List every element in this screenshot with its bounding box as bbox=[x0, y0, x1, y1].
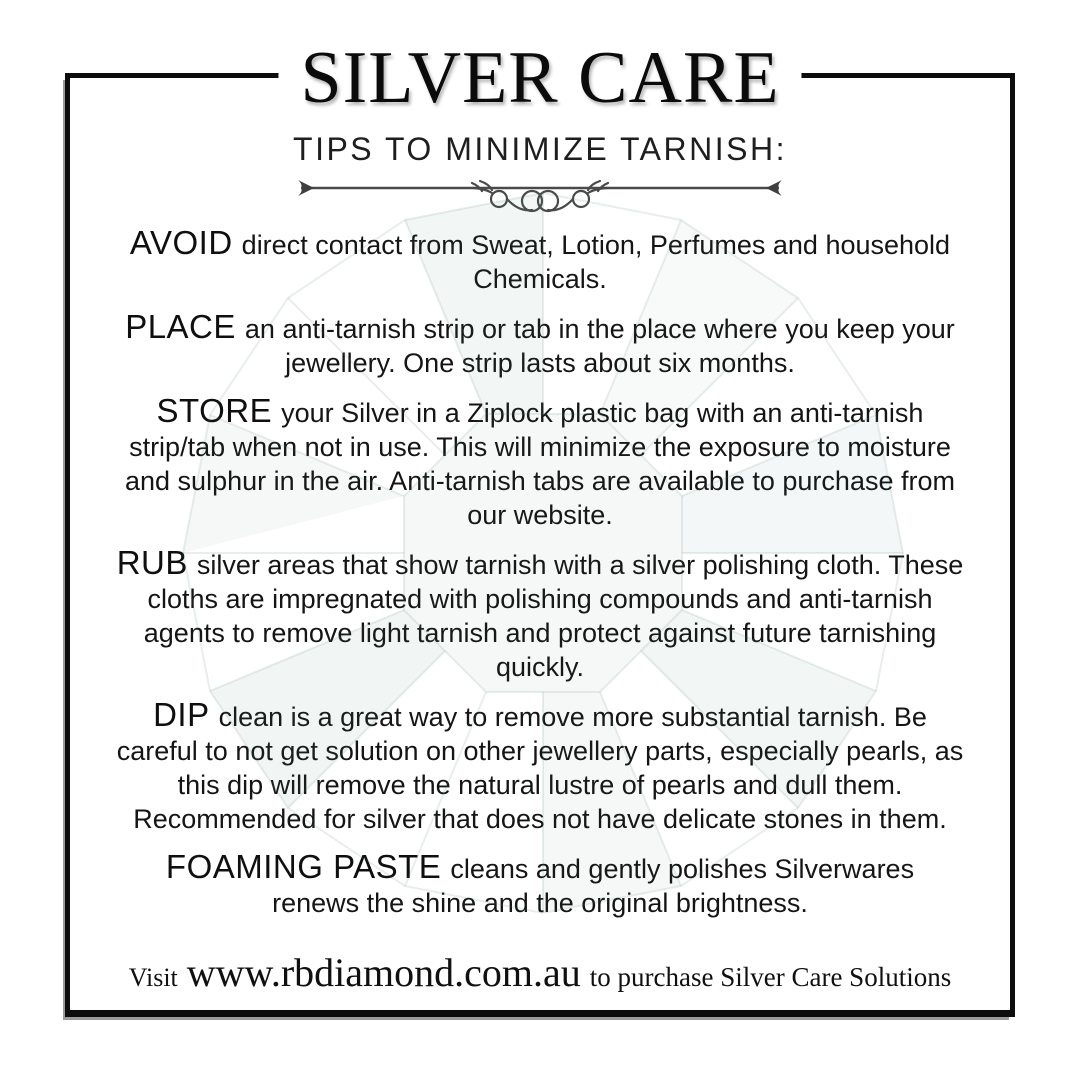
tip-text: silver areas that show tarnish with a silver polishing cloth. These cloths are impregnated with polishing compounds and anti-tarnish agents to remove light tarnish and protect against future tarnishing quickly. bbox=[143, 550, 964, 682]
tip-keyword: PLACE bbox=[125, 308, 236, 345]
tip-text: clean is a great way to remove more substantial tarnish. Be careful to not get solution on other jewellery parts, especially pearls, as this dip will remove the natural lustre of pearls and dull them. Recommended for silver that does not have delicate stones in them. bbox=[116, 702, 964, 834]
footer-url: www.rbdiamond.com.au bbox=[186, 950, 581, 995]
framed-card bbox=[65, 37, 1015, 1017]
tip-dip bbox=[109, 698, 971, 836]
page-subtitle: TIPS TO MINIMIZE TARNISH: bbox=[293, 131, 787, 167]
tip-text: cleans and gently polishes Silverwares renews the shine and the original brightness. bbox=[272, 854, 915, 918]
tip-place bbox=[109, 310, 971, 380]
tip-keyword: DIP bbox=[153, 696, 210, 733]
tip-avoid bbox=[109, 226, 971, 296]
divider-flourish bbox=[472, 181, 608, 211]
ornamental-divider bbox=[295, 176, 785, 222]
tip-keyword: FOAMING PASTE bbox=[165, 848, 442, 885]
tip-store bbox=[109, 394, 971, 532]
page-title: SILVER CARE bbox=[278, 40, 801, 116]
tip-text: an anti-tarnish strip or tab in the place where you keep your jewellery. One strip lasts about six months. bbox=[244, 314, 955, 378]
tip-keyword: AVOID bbox=[129, 224, 233, 261]
footer-note bbox=[70, 949, 1010, 996]
tip-text: direct contact from Sweat, Lotion, Perfumes and household Chemicals. bbox=[241, 230, 951, 294]
tip-foaming-paste bbox=[145, 850, 935, 920]
tip-keyword: RUB bbox=[116, 544, 188, 581]
tip-text: your Silver in a Ziplock plastic bag with an anti-tarnish strip/tab when not in use. This will minimize the exposure to moisture and sulphur in the air. Anti-tarnish tabs are available to purchase from our website. bbox=[125, 398, 955, 530]
footer-suffix: to purchase Silver Care Solutions bbox=[589, 962, 952, 992]
tip-keyword: STORE bbox=[156, 392, 273, 429]
footer-visit-label: Visit bbox=[128, 963, 178, 992]
tips-list bbox=[70, 226, 1010, 920]
tip-rub bbox=[109, 546, 971, 684]
